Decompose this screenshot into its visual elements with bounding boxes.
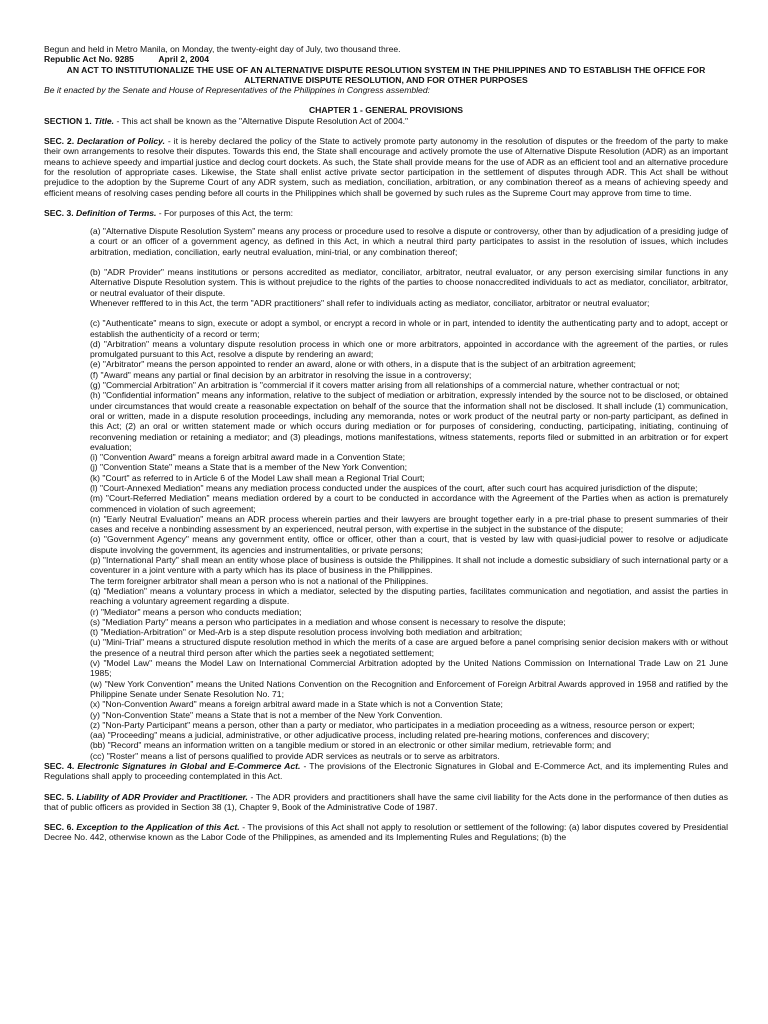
definition-item: (z) "Non-Party Participant" means a person, other than a party or mediator, who participates in a mediation proceeding as a witness, resource person or expert; [90, 719, 695, 730]
definition-item: (b) "ADR Provider" means institutions or persons accredited as mediator, conciliator, arbitrator, neutral evaluator, or any person exercising similar functions in any Alternative Dispute Resolution system. This is without prejudice to the rights of the parties to choose nonaccredited individuals to act as mediator, conciliator, arbitrator, or neutral evaluator of their dispute. [90, 267, 728, 298]
definition-item: (q) "Mediation" means a voluntary process in which a mediator, selected by the disputing parties, facilitates communication and negotiation, and assist the parties in reaching a voluntary agreement regarding a dispute. [90, 585, 728, 607]
section-number: SEC. 5. [44, 791, 74, 802]
definition-item: (bb) "Record" means an information written on a tangible medium or stored in an electronic or other similar medium, retrievable form; and [90, 740, 612, 751]
section-5 [44, 792, 728, 813]
act-number: Republic Act No. 9285 [44, 54, 134, 65]
definition-item: (h) "Confidential information" means any information, relative to the subject of mediation or arbitration, expressly intended by the source not to be disclosed, or obtained under circumstances that would create a reasonable expectation on behalf of the source that the information shall not be disclosed. It shall include (1) communication, oral or written, made in a dispute resolution proceedings, including any memoranda, notes or work product of the neutral party or non-party participant, as defined in this Act; (2) an oral or written statement made or which occurs during mediation or for purposes of considering, conducting, participating, initiating, continuing of reconvening mediation or retaining a mediator; and (3) pleadings, motions manifestations, witness statements, reports filed or submitted in an arbitration or for expert evaluation; [90, 390, 728, 452]
definition-item: (o) "Government Agency" means any government entity, office or officer, other than a court, that is vested by law with quasi-judicial power to resolve or adjudicate dispute involving the government, its agencies and instrumentalities, or private persons; [90, 534, 728, 555]
definition-item: (r) "Mediator" means a person who conducts mediation; [90, 606, 302, 617]
definition-item: (u) "Mini-Trial" means a structured dispute resolution method in which the merits of a case are argued before a panel comprising senior decision makers with or without the presence of a neutral third person after which the parties seek a negotiated settlement; [90, 637, 728, 658]
section-number: SEC. 4. [44, 761, 75, 771]
section-title: Declaration of Policy. [76, 136, 166, 147]
definition-item: Whenever refffered to in this Act, the term "ADR practitioners" shall refer to individuals acting as mediator, conciliator, arbitrator or neutral evaluator; [90, 297, 650, 308]
definition-item: (p) "International Party" shall mean an entity whose place of business is outside the Philippines. It shall not include a domestic subsidiary of such international party or a coventurer in a joint venture with a party which has its place of business in the Philippines. [90, 555, 728, 576]
definition-item: (s) "Mediation Party" means a person who participates in a mediation and whose consent is necessary to resolve the dispute; [90, 616, 566, 627]
definition-item: (d) "Arbitration" means a voluntary dispute resolution process in which one or more arbitrators, appointed in accordance with the agreement of the parties, or rules promulgated pursuant to this Act, resolve a dispute by rendering an award; [90, 338, 728, 360]
section-title: Liability of ADR Provider and Practitioner. [76, 791, 248, 802]
section-1 [44, 116, 728, 126]
definition-item: (y) "Non-Convention State" means a State that is not a member of the New York Convention. [90, 709, 443, 720]
section-body: - For purposes of this Act, the term: [156, 207, 293, 218]
section-title: Exception to the Application of this Act. [76, 822, 240, 833]
section-body: - The provisions of the Electronic Signatures in Global and E-Commerce Act, and its implementing Rules and Regulations shall apply to proceeding contemplated in this Act. [44, 761, 729, 782]
act-date: April 2, 2004 [158, 54, 209, 65]
definition-item: (a) "Alternative Dispute Resolution System" means any process or procedure used to resolve a dispute or controversy, other than by adjudication of a presiding judge of a court or an officer of a government agency, as defined in this Act, in which a neutral third party participates to assist in the resolution of issues, which includes arbitration, mediation, conciliation, early neutral evaluation, mini-trial, or any combination thereof; [90, 226, 728, 257]
section-body: - The provisions of this Act shall not apply to resolution or settlement of the following: (a) labor disputes covered by Presidential Decree No. 442, otherwise known as the Labor Code of the Philippines, as amended and its Implementing Rules and Regulations; (b) the [44, 822, 728, 843]
definition-item: (cc) "Roster" means a list of persons qualified to provide ADR services as neutrals or to serve as arbitrators. [90, 750, 500, 761]
intro-text: Begun and held in Metro Manila, on Monday, the twenty-eight day of July, two thousand three. [44, 44, 401, 54]
definition-item: (m) "Court-Referred Mediation" means mediation ordered by a court to be conducted in accordance with the Agreement of the Parties when as action is prematurely commenced in violation of such agreement; [90, 493, 728, 514]
definition-item: (t) "Mediation-Arbitration" or Med-Arb is a step dispute resolution process involving both mediation and arbitration; [90, 627, 523, 638]
definition-item: (x) "Non-Convention Award" means a foreign arbitral award made in a State which is not a Convention State; [90, 699, 503, 710]
section-title: Definition of Terms. [76, 207, 157, 218]
definition-item: (l) "Court-Annexed Mediation" means any mediation process conducted under the auspices of the court, after such court has acquired jurisdiction of the dispute; [90, 482, 698, 493]
section-number: SECTION 1. [44, 115, 92, 126]
act-title: AN ACT TO INSTITUTIONALIZE THE USE OF AN ALTERNATIVE DISPUTE RESOLUTION SYSTEM IN THE PHILIPPINES AND TO ESTABLISH THE OFFICE FOR ALTERNATIVE DISPUTE RESOLUTION, AND FOR OTHER PURPOSES [66, 64, 706, 85]
section-body: - it is hereby declared the policy of the State to actively promote party autonomy in the resolution of disputes or the freedom of the party to make their own arrangements to resolve their disputes. Towards this end, the State shall encourage and actively promote the use of Alternative Dispute Resolution (ADR) as an important means to achieve speedy and impartial justice and declog court dockets. As such, the State shall provide means for the use of ADR as an efficient tool and an alternative procedure for the resolution of appropriate cases. Likewise, the State shall enlist active private sector participation in the settlement of disputes through ADR. This Act shall be without prejudice to the adoption by the Supreme Court of any ADR system, such as mediation, conciliation, arbitration, or any combination thereof as a means of achieving speedy and efficient means of resolving cases pending before all courts in the Philippines which shall be governed by such rules as the Supreme Court may approve from time to time. [44, 136, 729, 198]
definition-item: (v) "Model Law" means the Model Law on International Commercial Arbitration adopted by the United Nations Commission on International Trade Law on 21 June 1985; [90, 658, 728, 679]
definition-item: (e) "Arbitrator" means the person appointed to render an award, alone or with others, in a dispute that is the subject of an arbitration agreement; [90, 359, 636, 370]
definition-item: (i) "Convention Award" means a foreign arbitral award made in a Convention State; [90, 452, 406, 463]
definition-item: (j) "Convention State" means a State that is a member of the New York Convention; [90, 462, 408, 473]
definition-item: (aa) "Proceeding" means a judicial, administrative, or other adjudicative process, including related pre-hearing motions, conferences and discovery; [90, 730, 650, 741]
definition-item: (g) "Commercial Arbitration" An arbitration is "commercial if it covers matter arising from all relationships of a commercial nature, whether contractual or not; [90, 380, 680, 391]
section-2 [44, 136, 728, 198]
definition-item: (f) "Award" means any partial or final decision by an arbitrator in resolving the issue in a controversy; [90, 369, 472, 380]
definition-item: The term foreigner arbitrator shall mean a person who is not a national of the Philippines. [90, 575, 429, 586]
section-number: SEC. 6. [44, 822, 74, 833]
definition-item: (k) "Court" as referred to in Article 6 of the Model Law shall mean a Regional Trial Court; [90, 472, 425, 483]
definition-item: (w) "New York Convention" means the United Nations Convention on the Recognition and Enforcement of Foreign Arbitral Awards approved in 1958 and ratified by the Philippine Senate under Senate Resolution No. 71; [90, 678, 728, 699]
section-title: Electronic Signatures in Global and E-Commerce Act. [77, 761, 301, 771]
definition-item: (n) "Early Neutral Evaluation" means an ADR process wherein parties and their lawyers are brought together early in a pre-trial phase to present summaries of their cases and receive a nonbinding assessment by an experienced, neutral person, with expertise in the subject in the substance of the dispute; [90, 513, 728, 535]
enacting-clause: Be it enacted by the Senate and House of Representatives of the Philippines in Congress assembled: [44, 85, 431, 96]
section-3 [44, 208, 728, 218]
section-4 [44, 761, 728, 782]
definition-item: (c) "Authenticate" means to sign, execute or adopt a symbol, or encrypt a record in whole or in part, intended to identity the authenticating party and to adopt, accept or establish the authenticity of a record or term; [90, 318, 728, 339]
definitions-list [90, 226, 728, 761]
section-body: - This act shall be known as the "Alternative Dispute Resolution Act of 2004." [114, 115, 409, 126]
section-number: SEC. 3. [44, 207, 74, 218]
chapter-heading: CHAPTER 1 - GENERAL PROVISIONS [308, 105, 464, 116]
act-header [44, 54, 728, 64]
section-body: - The ADR providers and practitioners shall have the same civil liability for the Acts done in the performance of then duties as that of public officers as provided in Section 38 (1), Chapter 9, Book of the Administrative Code of 1987. [44, 791, 728, 812]
section-title: Title. [94, 115, 115, 126]
section-number: SEC. 2. [44, 136, 75, 147]
section-6 [44, 822, 728, 843]
